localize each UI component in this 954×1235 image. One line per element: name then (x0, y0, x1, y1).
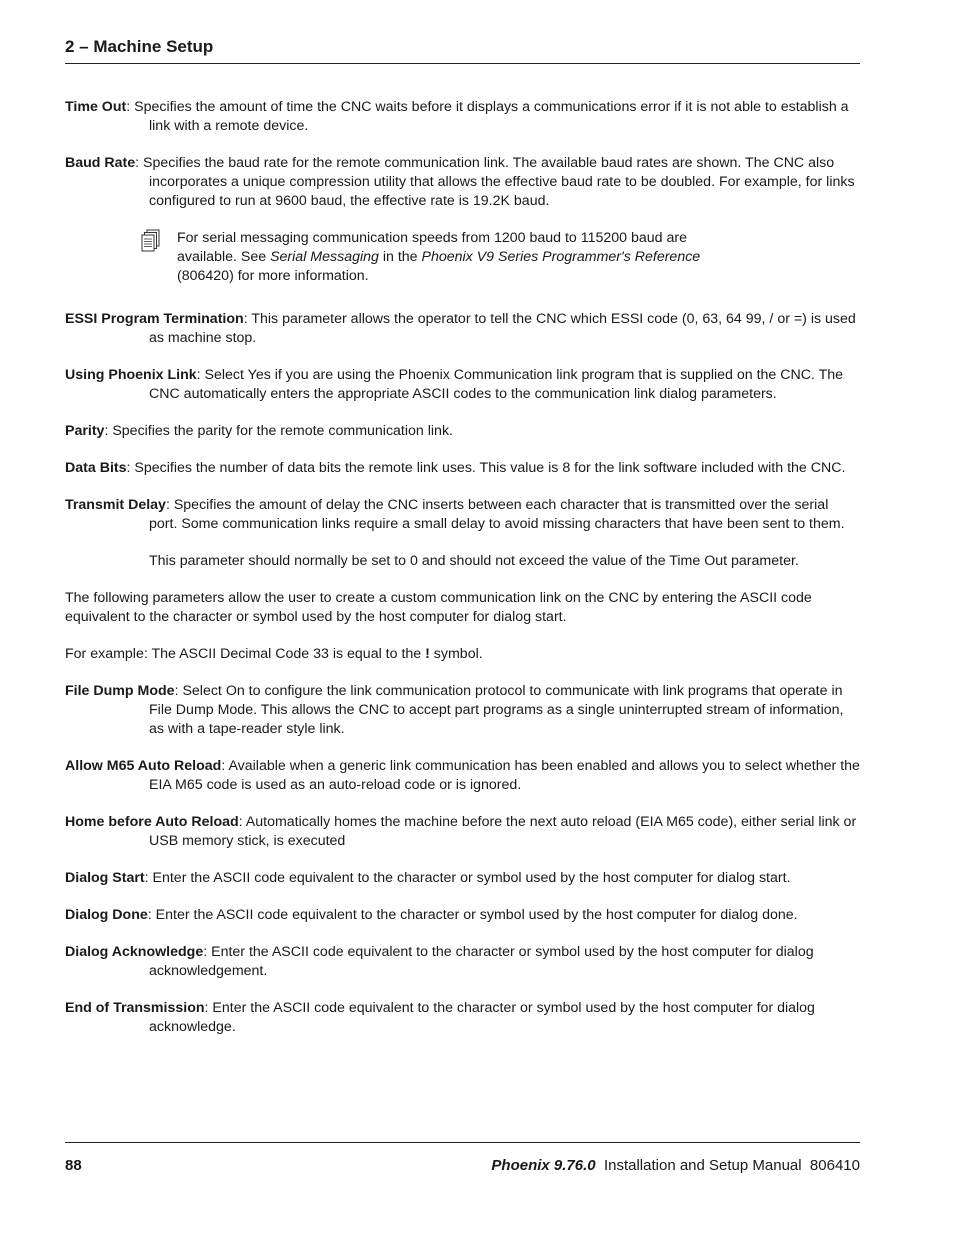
param-transmit-delay (65, 496, 860, 534)
manual-name: Installation and Setup Manual 806410 (595, 1157, 860, 1174)
param-desc: : Select Yes if you are using the Phoenix Communication link program that is supplied on the CNC. The CNC automatically enters the appropriate ASCII codes to the communication link dialog parameters. (149, 367, 844, 402)
example-symbol: ! (425, 646, 430, 662)
param-term: Dialog Acknowledge (65, 944, 204, 960)
note-ref-doc: Phoenix V9 Series Programmer's Reference (421, 249, 701, 265)
ascii-example (65, 645, 860, 664)
param-term: Using Phoenix Link (65, 367, 197, 383)
section-title: 2 – Machine Setup (65, 37, 214, 56)
param-desc: : Specifies the number of data bits the remote link uses. This value is 8 for the link software included with the CNC. (126, 460, 846, 476)
page-content (65, 98, 860, 1055)
param-desc: : Specifies the baud rate for the remote communication link. The available baud rates are shown. The CNC also incorporates a unique compression utility that allows the effective baud rate to be doubled. For example, for links configured to run at 9600 baud, the effective rate is 19.2K baud. (135, 155, 855, 209)
page-footer (65, 1142, 860, 1183)
param-term: File Dump Mode (65, 683, 175, 699)
param-desc: : Enter the ASCII code equivalent to the character or symbol used by the host computer for dialog done. (147, 907, 798, 923)
param-dialog-start (65, 869, 860, 888)
param-term: Dialog Start (65, 870, 145, 886)
page-header (65, 36, 860, 64)
param-file-dump-mode (65, 682, 860, 739)
param-parity (65, 422, 860, 441)
param-using-phoenix-link (65, 366, 860, 404)
param-term: Transmit Delay (65, 497, 166, 513)
param-desc: : Specifies the amount of time the CNC waits before it displays a communications error if it is not able to establish a link with a remote device. (126, 99, 849, 134)
param-desc: : Specifies the amount of delay the CNC inserts between each character that is transmitted over the serial port. Some communication links require a small delay to avoid missing characters that have been sent to them. (149, 497, 845, 532)
page-number: 88 (65, 1157, 82, 1174)
param-end-of-transmission (65, 999, 860, 1037)
param-desc: : Automatically homes the machine before the next auto reload (EIA M65 code), either serial link or USB memory stick, is executed (149, 814, 857, 849)
example-text: symbol. (429, 646, 483, 662)
note-text: For serial messaging communication speeds from 1200 baud to 115200 baud are available. See (177, 230, 688, 265)
param-term: Parity (65, 423, 105, 439)
param-desc: : Enter the ASCII code equivalent to the character or symbol used by the host computer for dialog acknowledge. (149, 1000, 815, 1035)
transmit-delay-note: This parameter should normally be set to 0 and should not exceed the value of the Time Out parameter. (149, 553, 799, 569)
custom-link-intro: The following parameters allow the user to create a custom communication link on the CNC by entering the ASCII code equivalent to the character or symbol used by the host computer for dialog start. (65, 590, 812, 625)
param-dialog-done (65, 906, 860, 925)
param-essi-termination (65, 310, 860, 348)
param-time-out (65, 98, 860, 136)
param-home-before-reload (65, 813, 860, 851)
param-term: Home before Auto Reload (65, 814, 239, 830)
param-dialog-acknowledge (65, 943, 860, 981)
param-desc: : This parameter allows the operator to tell the CNC which ESSI code (0, 63, 64 99, / or =) is used as machine stop. (149, 311, 856, 346)
param-term: Time Out (65, 99, 127, 115)
param-term: ESSI Program Termination (65, 311, 244, 327)
param-term: End of Transmission (65, 1000, 205, 1016)
example-text: For example: The ASCII Decimal Code 33 is equal to the (65, 646, 426, 662)
param-allow-m65 (65, 757, 860, 795)
note-ref-link: Serial Messaging (270, 249, 379, 265)
param-desc: : Specifies the parity for the remote communication link. (104, 423, 453, 439)
note-text: (806420) for more information. (177, 268, 369, 284)
note-pages-icon (141, 229, 161, 253)
param-term: Allow M65 Auto Reload (65, 758, 222, 774)
param-desc: : Available when a generic link communication has been enabled and allows you to select whether the EIA M65 code is used as an auto-reload code or is ignored. (149, 758, 860, 793)
product-name: Phoenix 9.76.0 (491, 1157, 596, 1174)
param-term: Dialog Done (65, 907, 148, 923)
note-text: in the (378, 249, 422, 265)
param-baud-rate (65, 154, 860, 211)
param-desc: : Select On to configure the link communication protocol to communicate with link programs that operate in File Dump Mode. This allows the CNC to accept part programs as a single uninterrupted stream of information, as with a tape-reader style link. (149, 683, 844, 737)
param-desc: : Enter the ASCII code equivalent to the character or symbol used by the host computer for dialog acknowledgement. (149, 944, 814, 979)
param-desc: : Enter the ASCII code equivalent to the character or symbol used by the host computer for dialog start. (144, 870, 791, 886)
note-box (149, 229, 737, 286)
param-term: Baud Rate (65, 155, 136, 171)
manual-title (491, 1157, 860, 1174)
param-term: Data Bits (65, 460, 127, 476)
param-data-bits (65, 459, 860, 478)
